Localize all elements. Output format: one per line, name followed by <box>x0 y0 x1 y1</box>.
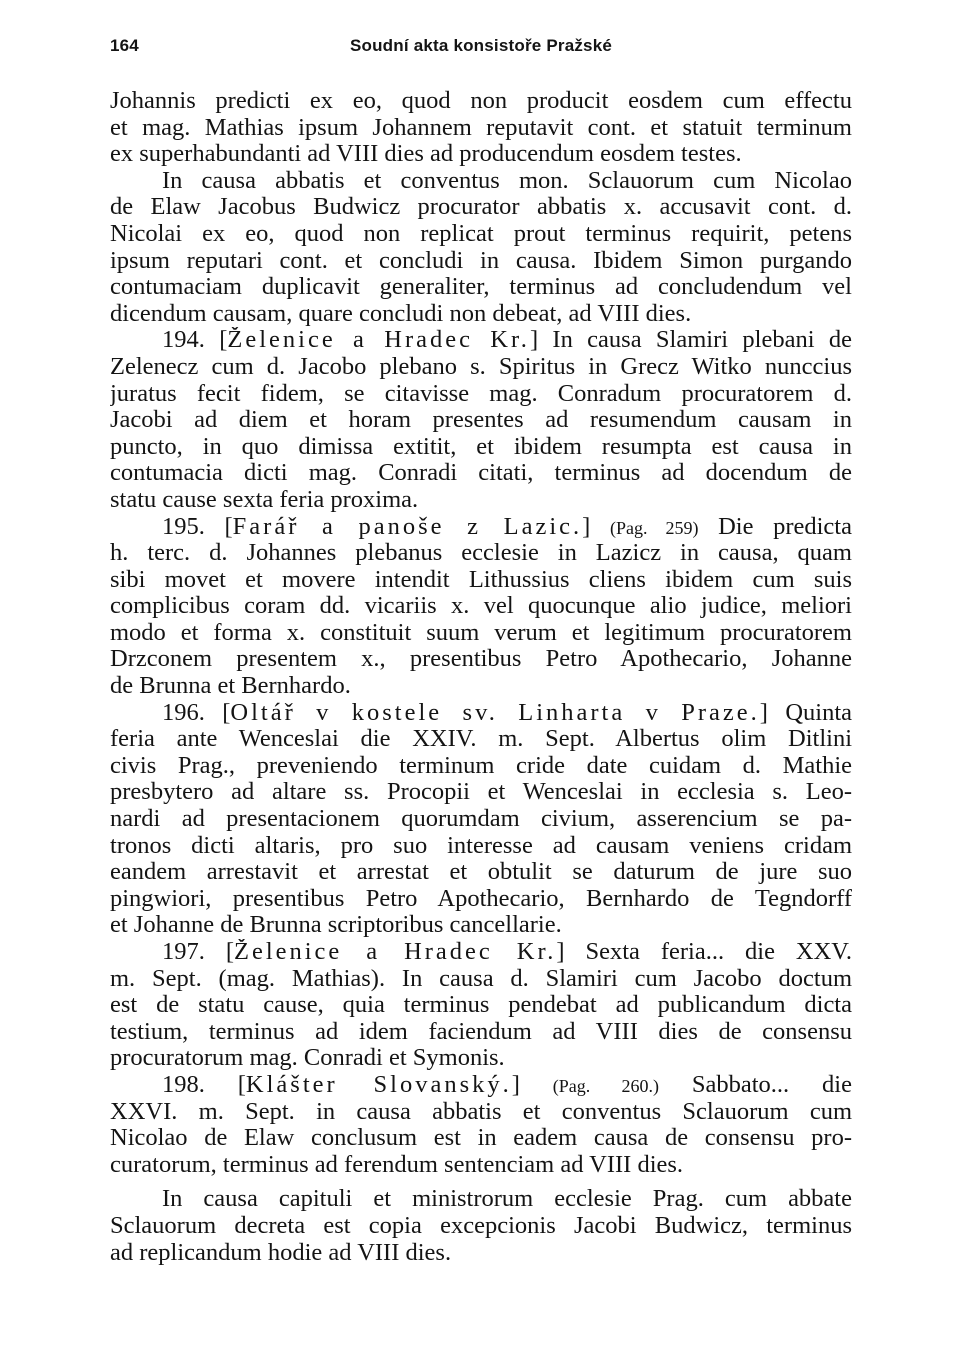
text-segment: m. Sept. (mag. Mathias). In causa d. Slamiri cum Jacobo doctum <box>110 965 852 992</box>
text-segment: Johannis predicti ex eo, quod non producit eosdem cum effectu <box>110 88 852 114</box>
text-line <box>110 1019 852 1046</box>
section-heading: Klášter Slovanský. <box>245 1071 512 1098</box>
running-head <box>110 36 852 60</box>
text-line <box>110 327 852 354</box>
section-heading: Oltář v kostele sv. Linharta v Praze. <box>230 699 760 726</box>
text-line <box>110 992 852 1019</box>
text-segment: civis Prag., preveniendo terminum cride date cuidam d. Mathie <box>110 752 852 779</box>
text-segment: ex superhabundanti ad VIII dies ad producendum eosdem testes. <box>110 141 742 168</box>
text-segment: In causa abbatis et conventus mon. Sclauorum cum Nicolao <box>162 167 852 194</box>
text-line <box>110 460 852 487</box>
text-segment: et mag. Mathias ipsum Johannem reputavit cont. et statuit terminum <box>110 114 852 141</box>
text-line <box>110 700 852 727</box>
text-segment: Sclauorum decreta est copia excepcionis Jacobi Budwicz, terminus <box>110 1212 852 1239</box>
text-segment: procuratorum mag. Conradi et Symonis. <box>110 1045 505 1072</box>
text-segment: Jacobi ad diem et horam presentes ad resumendum causam in <box>110 407 852 434</box>
text-line <box>110 407 852 434</box>
text-segment: de Elaw Jacobus Budwicz procurator abbatis x. accusavit cont. d. <box>110 194 852 221</box>
text-line <box>110 434 852 461</box>
text-line <box>110 141 852 168</box>
text-line <box>110 221 852 248</box>
text-line <box>110 859 852 886</box>
text-line <box>110 1072 852 1099</box>
text-segment: 198. [ <box>162 1071 246 1098</box>
running-title: Soudní akta konsistoře Pražské <box>349 36 613 55</box>
text-line <box>110 540 852 567</box>
text-segment: nardi ad presentacionem quorumdam civium, asserencium se pa- <box>110 806 852 833</box>
text-line <box>110 248 852 275</box>
text-segment: est de statu cause, quia terminus pendebat ad publicandum dicta <box>110 992 852 1019</box>
text-segment: tronos dicti altaris, pro suo interesse ad causam veniens cridam <box>110 832 852 859</box>
text-line <box>110 274 852 301</box>
paragraph-gap <box>110 1178 852 1186</box>
text-segment: Nicolai ex eo, quod non replicat prout terminus requirit, petens <box>110 220 852 247</box>
text-line <box>110 514 852 541</box>
section-heading: Želenice a Hradec Kr. <box>227 327 530 354</box>
text-segment: h. terc. d. Johannes plebanus ecclesie in Lazicz in causa, quam <box>110 540 852 567</box>
page-number: 164 <box>110 36 139 55</box>
text-segment: curatorum, terminus ad ferendum sentenciam ad VIII dies. <box>110 1151 684 1178</box>
text-segment: ] Sexta feria... die XXV. <box>556 939 852 965</box>
section-heading: Farář a panoše z Lazic. <box>232 513 583 540</box>
text-line <box>110 1240 852 1267</box>
text-line <box>110 1099 852 1126</box>
text-line <box>110 168 852 195</box>
text-segment: Die predicta <box>698 513 852 540</box>
page-reference: (Pag. 260.) <box>552 1075 660 1096</box>
text-line <box>110 194 852 221</box>
text-segment: pingwiori, presentibus Petro Apothecario, Bernhardo de Tegndorff <box>110 885 852 912</box>
text-segment: 194. [ <box>162 327 228 354</box>
text-segment: complicibus coram dd. vicariis x. vel quocunque alio judice, meliori <box>110 593 852 620</box>
text-segment: 195. [ <box>162 513 233 540</box>
text-line <box>110 620 852 647</box>
text-line <box>110 1125 852 1152</box>
text-segment: 196. [ <box>162 699 231 726</box>
text-line <box>110 381 852 408</box>
text-segment: puncto, in quo dimissa extitit, et ibidem resumpta est causa in <box>110 433 852 460</box>
text-line <box>110 779 852 806</box>
text-segment: feria ante Wenceslai die XXIV. m. Sept. Albertus olim Ditlini <box>110 726 852 753</box>
text-segment: de Brunna et Bernhardo. <box>110 673 351 700</box>
text-segment: contumacia dicti mag. Conradi citati, terminus ad docendum de <box>110 460 852 487</box>
text-line <box>110 833 852 860</box>
text-line <box>110 886 852 913</box>
text-segment: Drzconem presentem x., presentibus Petro Apothecario, Johanne <box>110 646 852 673</box>
text-line <box>110 487 852 514</box>
text-line <box>110 966 852 993</box>
text-line <box>110 1186 852 1213</box>
text-line <box>110 1152 852 1179</box>
text-segment: ] <box>511 1071 553 1098</box>
text-segment: XXVI. m. Sept. in causa abbatis et conventus Sclauorum cum <box>110 1098 852 1125</box>
body-text <box>110 88 852 1266</box>
text-segment: ipsum reputari cont. et concludi in causa. Ibidem Simon purgando <box>110 247 852 274</box>
text-line <box>110 753 852 780</box>
text-line <box>110 301 852 328</box>
text-segment: Sabbato... die <box>659 1071 852 1098</box>
text-segment: In causa capituli et ministrorum ecclesie Prag. cum abbate <box>162 1186 852 1213</box>
text-line <box>110 939 852 966</box>
text-segment: modo et forma x. constituit suum verum et legitimum procuratorem <box>110 619 852 646</box>
text-line <box>110 673 852 700</box>
text-line <box>110 567 852 594</box>
text-segment: Nicolao de Elaw conclusum est in eadem causa de consensu pro- <box>110 1125 852 1152</box>
page-reference: (Pag. 259) <box>609 517 699 538</box>
text-line <box>110 115 852 142</box>
text-segment: dicendum causam, quare concludi non debeat, ad VIII dies. <box>110 300 692 327</box>
text-segment: sibi movet et movere intendit Lithussius cliens ibidem cum suis <box>110 566 852 593</box>
text-line <box>110 726 852 753</box>
text-segment: et Johanne de Brunna scriptoribus cancellarie. <box>110 912 562 939</box>
text-line <box>110 88 852 115</box>
text-segment: eandem arrestavit et arrestat et obtulit se daturum de jure suo <box>110 859 852 886</box>
text-segment: ] In causa Slamiri plebani de <box>529 327 852 354</box>
text-segment: testium, terminus ad idem faciendum ad VIII dies de consensu <box>110 1018 852 1045</box>
text-segment: ad replicandum hodie ad VIII dies. <box>110 1239 452 1266</box>
text-line <box>110 593 852 620</box>
text-line <box>110 354 852 381</box>
text-segment: ] Quinta <box>759 699 852 726</box>
text-segment: statu cause sexta feria proxima. <box>110 486 419 513</box>
text-line <box>110 912 852 939</box>
text-line <box>110 1045 852 1072</box>
text-segment: 197. [ <box>162 939 234 965</box>
text-segment: ] <box>582 513 610 540</box>
text-segment: Zelenecz cum d. Jacobo plebano s. Spiritus in Grecz Witko nunccius <box>110 353 852 380</box>
text-segment: contumaciam duplicavit generaliter, terminus ad concludendum vel <box>110 274 852 301</box>
text-segment: juratus fecit fidem, se citavisse mag. Conradum procuratorem d. <box>110 380 852 407</box>
text-line <box>110 806 852 833</box>
section-heading: Želenice a Hradec Kr. <box>233 939 557 965</box>
text-segment: presbytero ad altare ss. Procopii et Wenceslai in ecclesia s. Leo- <box>110 779 852 806</box>
text-line <box>110 646 852 673</box>
text-line <box>110 1213 852 1240</box>
